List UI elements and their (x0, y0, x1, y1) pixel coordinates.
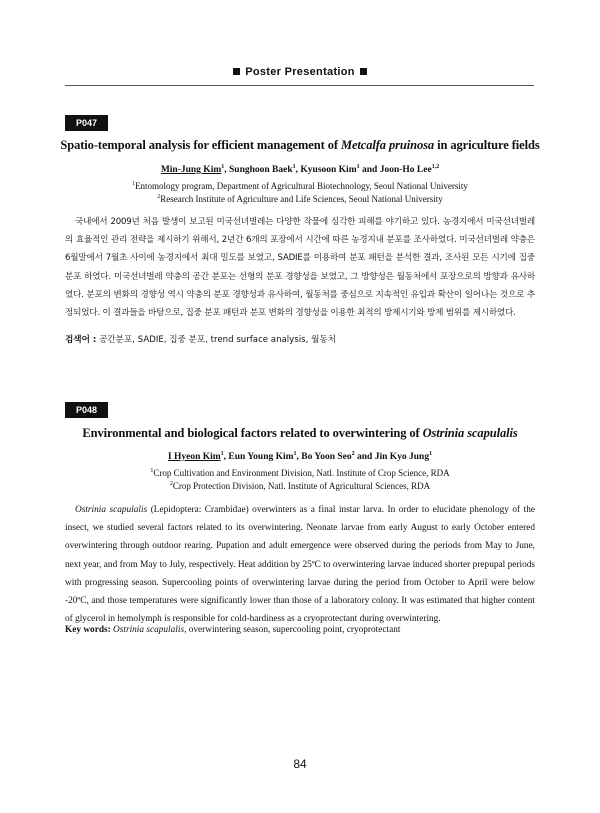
affiliation: $^2$Research Institute of Agriculture and Life Sciences, Seoul National University (157, 194, 443, 204)
page-number: 84 (293, 757, 307, 771)
title-species: Metcalfa pruinosa (340, 138, 435, 152)
square-bullet-icon (233, 68, 240, 75)
author-list: Min-Jung Kim$^1$, Sunghoon Baek$^1$, Kyusoon Kim$^1$ and Joon-Ho Lee$^{1,2}$ (160, 163, 440, 175)
body-species: Ostrinia scapulalis (75, 505, 148, 515)
square-bullet-icon (360, 68, 367, 75)
header-divider (65, 85, 534, 86)
abstract-title: Spatio-temporal analysis for efficient management of Metcalfa pruinosa in agriculture fields (60, 138, 540, 152)
title-species: Ostrinia scapulalis (422, 426, 518, 440)
abstract-body: Ostrinia scapulalis (Lepidoptera: Crambidae) overwinters as a final instar larva. In order to elucidate phenology of the insect, we studied several factors related to its overwintering. Neonate larvae from early August to early October entered overwintering through outdoor rearing. Pupation and adult emergence were observed during the periods from May to June, next year, and from May to July, respectively. Heat addition by 25ºC to overwintering larvae induced shorter prepupal periods with progressing season. Supercooling points of overwintering larvae during the period from October to April were below -20ºC, and those temperatures were significantly lower than those of a laboratory colony. It was estimated that higher content of glycerol in hemolymph is responsible for cold-hardiness as a cryoprotectant during overwintering. (65, 505, 535, 625)
keywords-label: 검색어 : (65, 335, 97, 345)
author: Kyusoon Kim (300, 165, 357, 175)
author: Sunghoon Baek (229, 165, 293, 175)
presenting-author: I Hyeon Kim (167, 452, 221, 462)
presenting-author: Min-Jung Kim (160, 165, 222, 175)
affiliation: $^1$Crop Cultivation and Environment Division, Natl. Institute of Crop Science, RDA (150, 468, 450, 478)
author: Joon-Ho Lee (379, 165, 432, 175)
abstract-code-badge: P047 (65, 115, 108, 131)
affiliation: $^2$Crop Protection Division, Natl. Institute of Agricultural Sciences, RDA (169, 481, 431, 491)
affiliation: $^1$Entomology program, Department of Agricultural Biotechnology, Seoul National University (132, 181, 468, 191)
author: Eun Young Kim (228, 452, 294, 462)
author: Bo Yoon Seo (301, 452, 352, 462)
header-label: Poster Presentation (245, 66, 355, 78)
keywords: 검색어 : 공간분포, SADIE, 집중 분포, trend surface analysis, 월동처 (65, 335, 336, 345)
author: Jin Kyo Jung (374, 452, 430, 462)
abstract-code-badge: P048 (65, 402, 108, 418)
author-list: I Hyeon Kim$^1$, Eun Young Kim$^1$, Bo Yoon Seo$^2$ and Jin Kyo Jung$^1$ (167, 450, 433, 462)
keywords-label: Key words: (65, 625, 111, 635)
keywords: Key words: Ostrinia scapulalis, overwintering season, supercooling point, cryoprotectant (65, 625, 401, 635)
running-header (0, 66, 600, 78)
abstract-title: Environmental and biological factors related to overwintering of Ostrinia scapulalis (82, 426, 518, 440)
abstract-body: 국내에서 2009년 처음 발생이 보고된 미국선녀벌레는 다양한 작물에 심각한 피해를 야기하고 있다. 농경지에서 미국선녀벌레의 효율적인 관리 전략을 제시하기 위해서, 2년간 6개의 포장에서 시간에 따른 농경지내 분포를 조사하였다. 미국선녀벌레 약충은 6월말에서 7월초 사이에 농경지에서 최대 밀도를 보였고, SADIE를 이용하여 분포 패턴을 분석한 결과, 조사된 모든 시기에 집중분포 하였다. 미국선녀벌레 약충의 공간 분포는 선형의 분포 경향성을 보였고, 그 방향성은 월동처에서 포장으로의 방향과 유사하였다. 분포의 변화의 경향성 역시 약충의 분포 경향성과 유사하여, 월동처를 중심으로 지속적인 유입과 확산이 일어나는 것으로 추정되었다. 이 결과들을 바탕으로, 집중 분포 패턴과 분포 변화의 경향성을 이용한 최적의 방제시기와 방제 범위를 제시하였다. (65, 217, 535, 319)
